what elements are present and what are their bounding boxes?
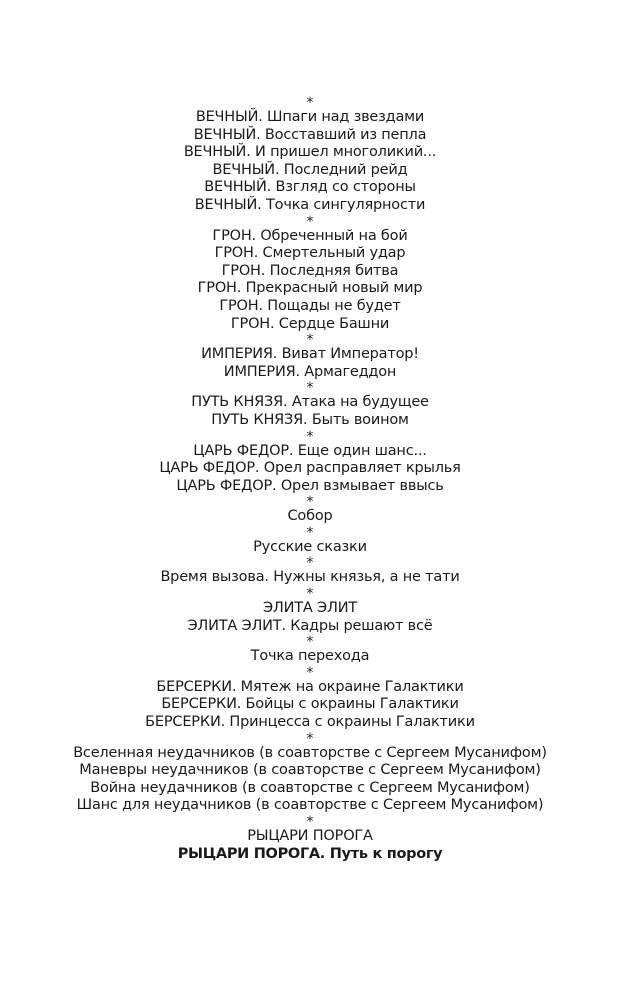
book-title: ГРОН. Смертельный удар [214,245,406,262]
book-title: БЕРСЕРКИ. Принцесса с окраины Галактики [145,714,475,731]
book-title: Собор [287,508,333,525]
separator-asterisk: * [306,95,314,111]
book-title: ВЕЧНЫЙ. Точка сингулярности [194,196,426,213]
book-title: ГРОН. Пощады не будет [219,297,401,314]
book-title: ЦАРЬ ФЕДОР. Орел взмывает ввысь [176,477,444,494]
separator-asterisk: * [306,664,314,681]
book-title: Русские сказки [253,538,367,555]
book-title: ГРОН. Обреченный на бой [212,227,408,244]
book-title: Точка перехода [250,648,370,665]
book-title: РЫЦАРИ ПОРОГА [247,828,373,844]
book-title: ГРОН. Прекрасный новый мир [197,280,423,297]
book-title: ИМПЕРИЯ. Виват Император! [201,346,419,363]
book-title: ВЕЧНЫЙ. Шпаги над звездами [195,109,425,125]
book-title: ИМПЕРИЯ. Армагеддон [223,363,397,380]
book-title: Вселенная неудачников (в соавторстве с Сергеем Мусанифом) [73,744,547,761]
book-title: Маневры неудачников (в соавторстве с Сергеем Мусанифом) [79,762,541,779]
book-title: БЕРСЕРКИ. Мятеж на окраине Галактики [156,678,464,695]
separator-asterisk: * [306,730,314,747]
bibliography-list [0,96,620,863]
separator-asterisk: * [306,332,314,349]
book-title: ЦАРЬ ФЕДОР. Орел расправляет крылья [159,460,461,477]
separator-asterisk: * [306,555,314,572]
book-title: ЦАРЬ ФЕДОР. Еще один шанс... [193,442,427,459]
separator-asterisk: * [306,634,314,651]
book-title: ВЕЧНЫЙ. И пришел многоликий... [183,144,437,161]
book-title: ВЕЧНЫЙ. Последний рейд [212,161,408,178]
book-title: Время вызова. Нужны князья, а не тати [160,569,460,586]
book-title: ГРОН. Сердце Башни [230,315,390,332]
book-title: ПУТЬ КНЯЗЯ. Атака на будущее [191,394,429,411]
separator-asterisk: * [306,428,314,445]
book-title: ЭЛИТА ЭЛИТ. Кадры решают всё [187,617,433,634]
separator-asterisk: * [306,213,314,230]
book-title: ВЕЧНЫЙ. Восставший из пепла [193,126,427,143]
separator-asterisk: * [306,814,314,830]
separator-asterisk: * [306,494,314,511]
book-title-current: РЫЦАРИ ПОРОГА. Путь к порогу [177,845,443,862]
book-title: Шанс для неудачников (в соавторстве с Сергеем Мусанифом) [76,797,544,814]
separator-asterisk: * [306,586,314,603]
separator-asterisk: * [306,380,314,397]
separator-asterisk: * [306,524,314,541]
book-title: ПУТЬ КНЯЗЯ. Быть воином [211,411,409,428]
book-title: БЕРСЕРКИ. Бойцы с окраины Галактики [161,696,459,713]
book-title: ГРОН. Последняя битва [221,262,399,279]
book-title: ЭЛИТА ЭЛИТ [263,600,357,617]
book-title: Война неудачников (в соавторстве с Сергеем Мусанифом) [90,779,530,796]
book-title: ВЕЧНЫЙ. Взгляд со стороны [204,179,416,196]
